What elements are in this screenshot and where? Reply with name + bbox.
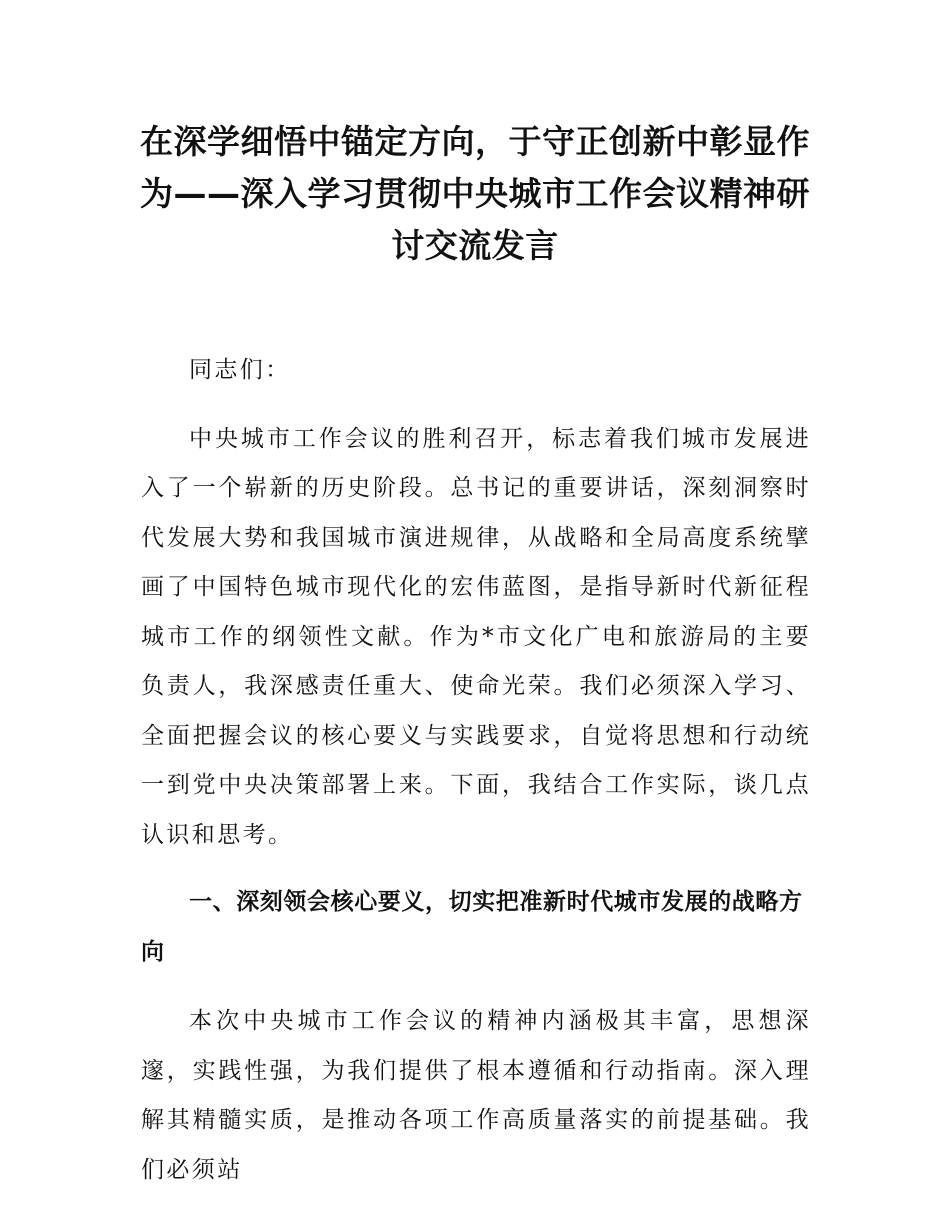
section-heading-1: 一、深刻领会核心要义，切实把准新时代城市发展的战略方向	[141, 889, 803, 965]
document-title: 在深学细悟中锚定方向，于守正创新中彰显作为——深入学习贯彻中央城市工作会议精神研讨交流发言	[140, 122, 810, 265]
paragraph-2: 本次中央城市工作会议的精神内涵极其丰富，思想深邃，实践性强，为我们提供了根本遵循和行动指南。深入理解其精髓实质，是推动各项工作高质量落实的前提基础。我们必须站	[141, 1008, 811, 1183]
paragraph-1: 中央城市工作会议的胜利召开，标志着我们城市发展进入了一个崭新的历史阶段。总书记的重要讲话，深刻洞察时代发展大势和我国城市演进规律，从战略和全局高度系统擘画了中国特色城市现代化的宏伟蓝图，是指导新时代新征程城市工作的纲领性文献。作为*市文化广电和旅游局的主要负责人，我深感责任重大、使命光荣。我们必须深入学习、全面把握会议的核心要义与实践要求，自觉将思想和行动统一到党中央决策部署上来。下面，我结合工作实际，谈几点认识和思考。	[141, 425, 811, 848]
document-body	[141, 346, 811, 1195]
greeting: 同志们：	[189, 357, 291, 383]
